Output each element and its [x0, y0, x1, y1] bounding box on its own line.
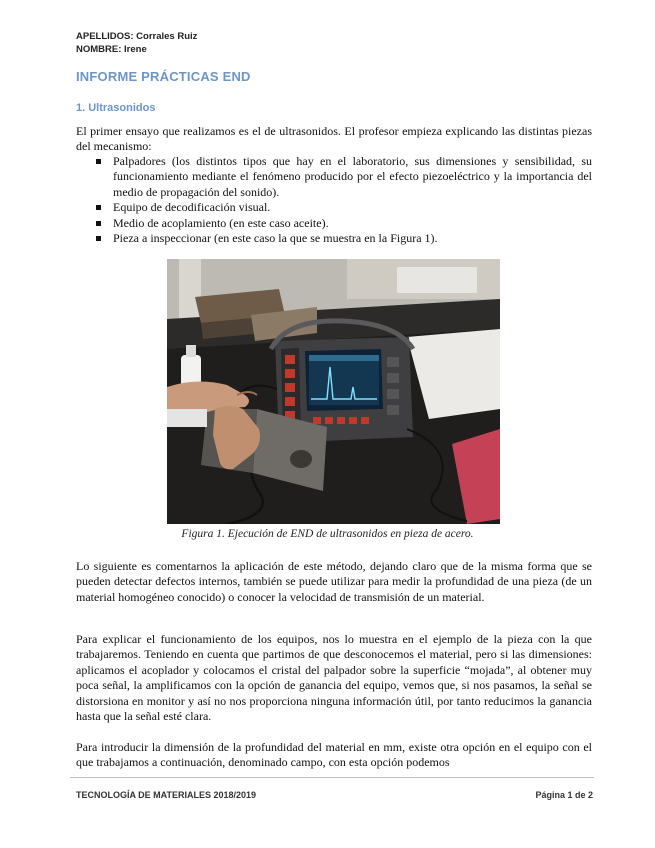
footer-divider	[70, 777, 594, 778]
paragraph-intro: El primer ensayo que realizamos es el de ultrasonidos. El profesor empieza explicando las distintas piezas del mecanismo:	[76, 124, 592, 154]
footer-page-number: Página 1 de 2	[535, 790, 593, 800]
figure-ultrasonic-test-photo	[167, 259, 500, 524]
header-apellidos: APELLIDOS: Corrales Ruiz	[76, 31, 198, 42]
bullet-list	[96, 154, 592, 246]
footer-course: TECNOLOGÍA DE MATERIALES 2018/2019	[76, 790, 257, 800]
section-heading-ultrasonidos: 1. Ultrasonidos	[76, 102, 156, 114]
document-title: INFORME PRÁCTICAS END	[76, 69, 251, 84]
list-item-text: Palpadores (los distintos tipos que hay en el laboratorio, sus dimensiones y sensibilidad, su funcionamiento mediante el fenómeno producido por el efecto piezoeléctrico y la importancia del medio de propagación del sonido).	[113, 154, 592, 199]
bullet-square-icon	[96, 205, 101, 210]
bullet-square-icon	[96, 159, 101, 164]
figure-caption: Figura 1. Ejecución de END de ultrasonidos en pieza de acero.	[181, 528, 474, 540]
list-item-text: Pieza a inspeccionar (en este caso la que se muestra en la Figura 1).	[113, 231, 438, 246]
list-item	[96, 231, 592, 246]
paragraph-operation: Para explicar el funcionamiento de los equipos, nos lo muestra en el ejemplo de la pieza con la que trabajaremos. Teniendo en cuenta que partimos de que desconocemos el material, pero si las dimensiones: aplicamos el acoplador y colocamos el cristal del palpador sobre la superficie “mojada”, al obtener muy poca señal, la amplificamos con la opción de ganancia del equipo, vemos que, si nos pasamos, la señal se distorsiona en monitor y así no nos proporciona ninguna información útil, por tanto reducimos la ganancia hasta que la señal esté clara.	[76, 632, 592, 724]
list-item	[96, 200, 592, 215]
paragraph-application: Lo siguiente es comentarnos la aplicación de este método, dejando claro que de la misma forma que se pueden detectar defectos internos, también se puede utilizar para medir la profundidad de una pieza (de un material homogéneo conocido) o conocer la velocidad de transmisión de un material.	[76, 559, 592, 604]
header-nombre: NOMBRE: Irene	[76, 44, 147, 55]
list-item-text: Equipo de decodificación visual.	[113, 200, 271, 215]
list-item	[96, 216, 592, 231]
bullet-square-icon	[96, 221, 101, 226]
bullet-square-icon	[96, 236, 101, 241]
list-item-text: Medio de acoplamiento (en este caso aceite).	[113, 215, 329, 230]
list-item	[96, 154, 592, 200]
paragraph-depth: Para introducir la dimensión de la profundidad del material en mm, existe otra opción en el equipo con el que trabajamos a continuación, denominado campo, con esta opción podemos	[76, 740, 592, 770]
